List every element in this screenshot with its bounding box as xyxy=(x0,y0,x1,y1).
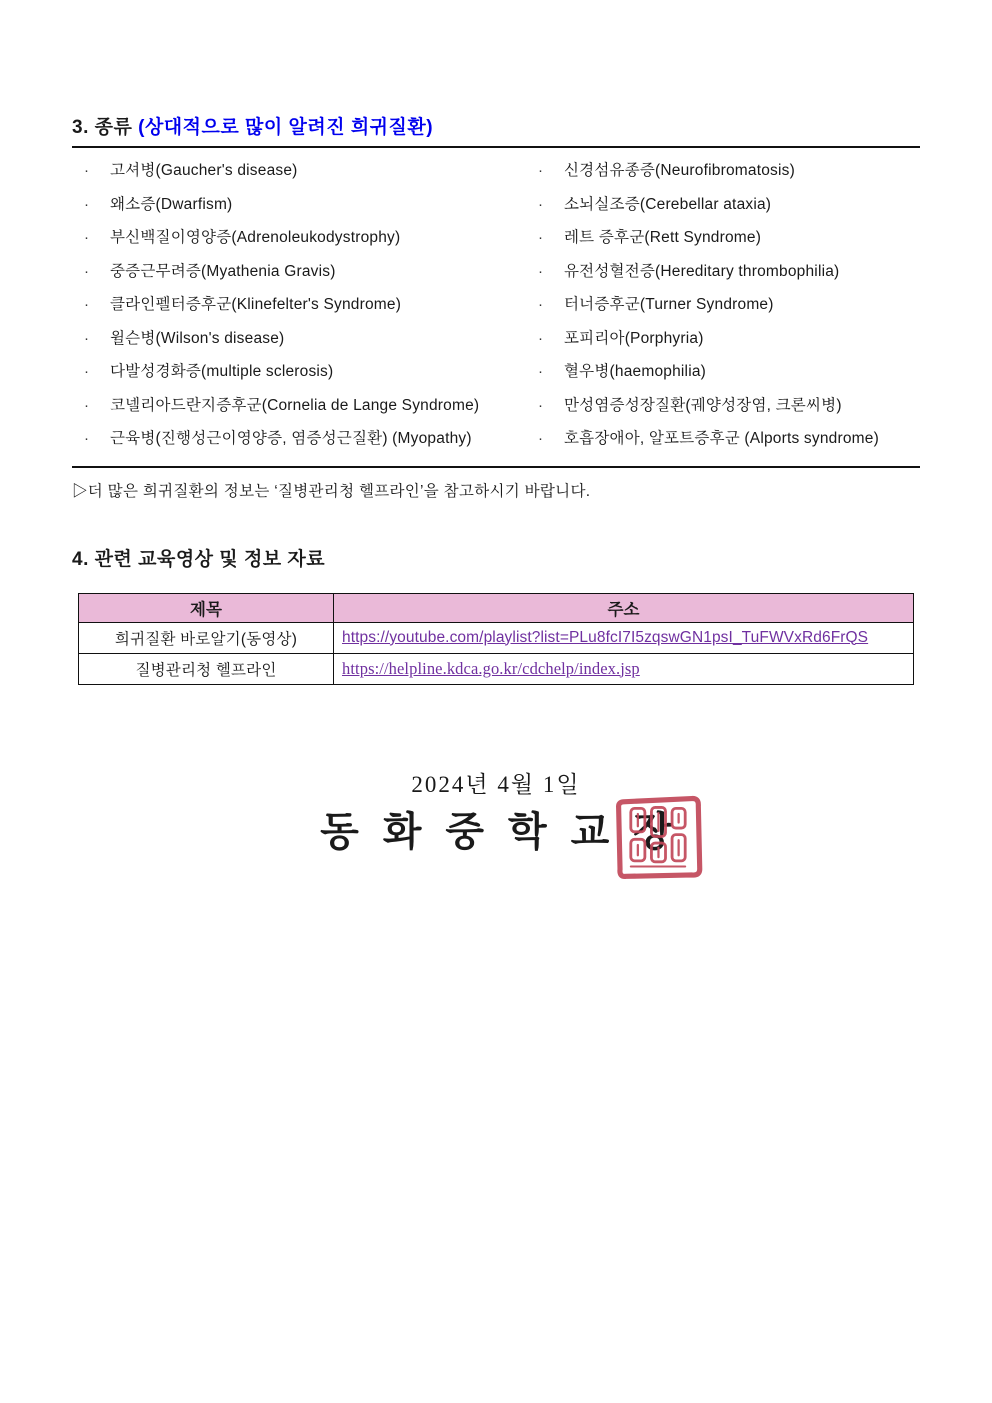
list-item xyxy=(72,355,526,389)
list-item xyxy=(72,422,526,456)
disease-list-left-column xyxy=(72,154,526,456)
principal-seal-stamp-icon xyxy=(613,793,703,880)
bullet-icon: · xyxy=(84,363,90,380)
list-item xyxy=(526,355,920,389)
bullet-icon: · xyxy=(538,296,544,313)
disease-label: 터너증후군(Turner Syndrome) xyxy=(564,296,774,313)
bullet-icon: · xyxy=(84,430,90,447)
disease-label: 유전성혈전증(Hereditary thrombophilia) xyxy=(564,262,840,280)
disease-label: 윌슨병(Wilson's disease) xyxy=(110,329,285,347)
disease-list-right-column xyxy=(526,154,920,456)
disease-label: 혈우병(haemophilia) xyxy=(564,363,707,380)
section3-heading-main: 3. 종류 xyxy=(72,117,139,138)
disease-label: 포피리아(Porphyria) xyxy=(564,329,704,347)
disease-label: 고셔병(Gaucher's disease) xyxy=(110,162,298,179)
disease-label: 레트 증후군(Rett Syndrome) xyxy=(564,229,762,246)
table-row xyxy=(79,622,914,653)
bullet-icon: · xyxy=(84,296,90,313)
resource-url-cell xyxy=(334,653,914,684)
bullet-icon: · xyxy=(84,329,90,347)
bullet-icon: · xyxy=(84,262,90,280)
disease-label: 호흡장애아, 알포트증후군 (Alports syndrome) xyxy=(564,430,879,447)
list-item xyxy=(526,255,920,289)
reference-note: ▷더 많은 희귀질환의 정보는 ‘질병관리청 헬프라인’을 참고하시기 바랍니다. xyxy=(72,482,591,500)
list-item xyxy=(526,422,920,456)
resource-title: 질병관리청 헬프라인 xyxy=(79,653,334,684)
list-item xyxy=(72,154,526,188)
disease-label: 부신백질이영양증(Adrenoleukodystrophy) xyxy=(110,229,401,246)
list-item xyxy=(526,188,920,222)
disease-label: 클라인펠터증후군(Klinefelter's Syndrome) xyxy=(110,296,402,313)
list-item xyxy=(72,221,526,255)
bullet-icon: · xyxy=(538,329,544,347)
bullet-icon: · xyxy=(538,430,544,447)
bullet-icon: · xyxy=(84,396,90,414)
disease-label: 왜소증(Dwarfism) xyxy=(110,195,233,213)
table-header-url: 주소 xyxy=(334,593,914,622)
bullet-icon: · xyxy=(538,162,544,179)
disease-label: 만성염증성장질환(궤양성장염, 크론씨병) xyxy=(564,396,842,414)
table-header-title: 제목 xyxy=(79,593,334,622)
disease-label: 근육병(진행성근이영양증, 염증성근질환) (Myopathy) xyxy=(110,430,472,447)
list-item xyxy=(526,322,920,356)
resource-title: 희귀질환 바로알기(동영상) xyxy=(79,622,334,653)
bottom-rule xyxy=(72,466,920,468)
bullet-icon: · xyxy=(538,229,544,246)
resource-url-cell xyxy=(334,622,914,653)
bullet-icon: · xyxy=(538,396,544,414)
disease-label: 코넬리아드란지증후군(Cornelia de Lange Syndrome) xyxy=(110,396,480,414)
section3-heading xyxy=(72,112,920,139)
list-item xyxy=(526,389,920,423)
kdca-helpline-link[interactable]: https://helpline.kdca.go.kr/cdchelp/index.jsp xyxy=(342,658,640,678)
youtube-playlist-link[interactable]: https://youtube.com/playlist?list=PLu8fcI7I5zqswGN1psI_TuFWVxRd6FrQS xyxy=(342,628,869,646)
principal-signature: 동화중학교장 xyxy=(320,808,696,854)
list-item xyxy=(526,288,920,322)
list-item xyxy=(72,255,526,289)
disease-label: 소뇌실조증(Cerebellar ataxia) xyxy=(564,195,772,213)
list-item xyxy=(72,389,526,423)
list-item xyxy=(526,221,920,255)
list-item xyxy=(72,322,526,356)
list-item xyxy=(72,288,526,322)
list-item xyxy=(526,154,920,188)
disease-label: 중증근무려증(Myathenia Gravis) xyxy=(110,262,336,280)
table-header-row xyxy=(79,593,914,622)
section3-heading-accent: (상대적으로 많이 알려진 희귀질환) xyxy=(138,117,434,138)
bullet-icon: · xyxy=(84,195,90,213)
bullet-icon: · xyxy=(84,229,90,246)
disease-label: 다발성경화증(multiple sclerosis) xyxy=(110,363,334,380)
disease-label: 신경섬유종증(Neurofibromatosis) xyxy=(564,162,795,179)
table-row xyxy=(79,653,914,684)
bullet-icon: · xyxy=(84,162,90,179)
list-item xyxy=(72,188,526,222)
resources-table xyxy=(78,593,914,685)
bullet-icon: · xyxy=(538,363,544,380)
section4-heading: 4. 관련 교육영상 및 정보 자료 xyxy=(72,548,326,570)
bullet-icon: · xyxy=(538,262,544,280)
issue-date: 2024년 4월 1일 xyxy=(411,771,581,797)
bullet-icon: · xyxy=(538,195,544,213)
signature-block xyxy=(72,771,920,858)
disease-list xyxy=(72,148,920,466)
